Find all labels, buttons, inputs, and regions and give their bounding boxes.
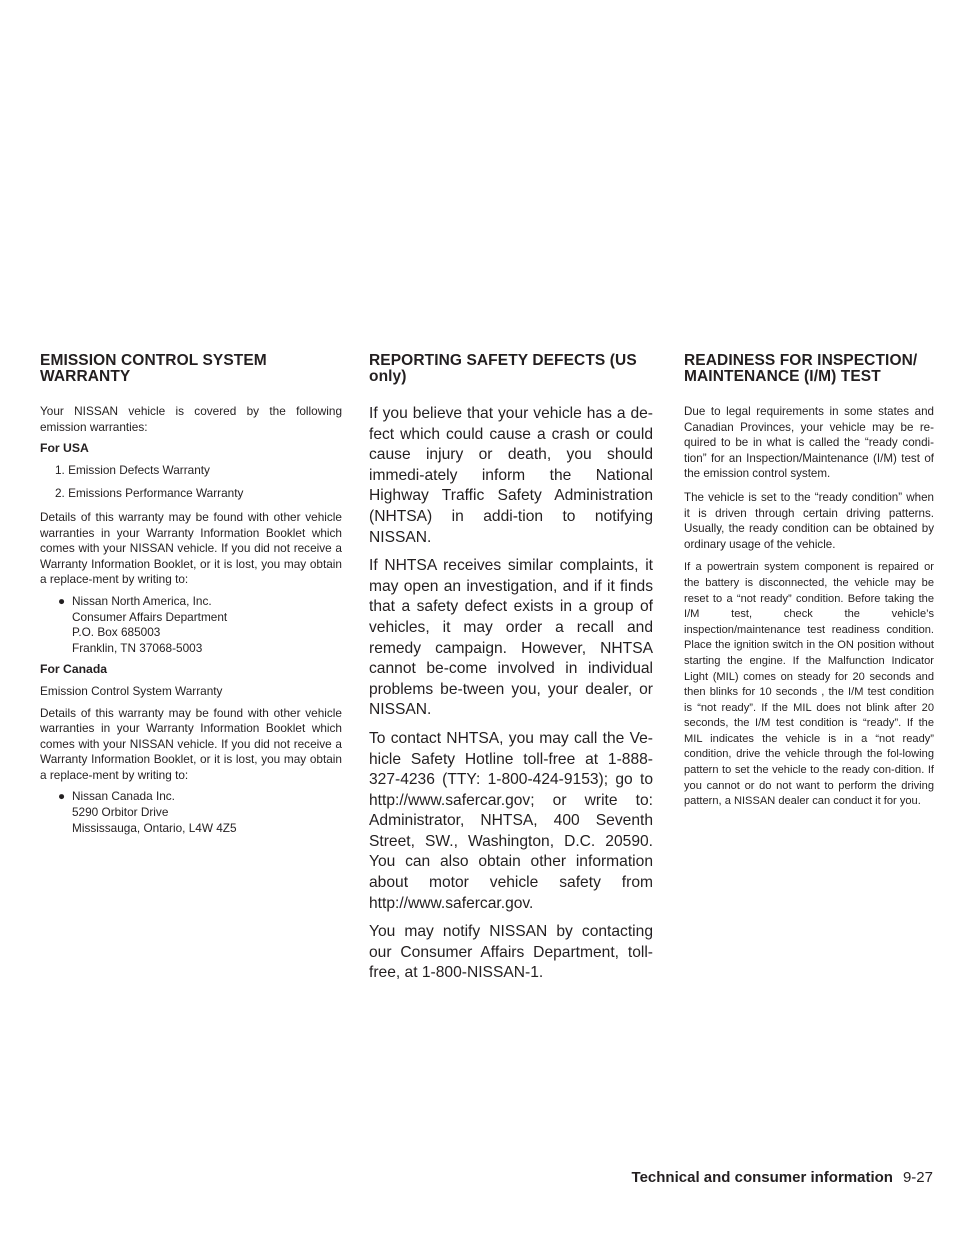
paragraph: If NHTSA receives similar complaints, it may open an investigation, and if it finds that a safety defect exists in a group of vehicles, it may order a recall and remedy campaign. However, NHTSA cannot be-come involved in individual problems be-tween you, your dealer, or NISSAN. [369, 557, 653, 719]
usa-label: For USA [40, 441, 89, 456]
canada-address-block [58, 789, 342, 836]
paragraph: The vehicle is set to the “ready condition” when it is driven through certain driving patterns. Usually, the ready condition can be obtained by ordinary usage of the vehicle. [684, 490, 934, 551]
section-heading-emission-warranty [40, 353, 342, 385]
usa-details-paragraph: Details of this warranty may be found with other vehicle warranties in your Warranty Information Booklet which comes with your NISSAN vehicle. If you did not receive a Warranty Information Booklet, or it is lost, you may obtain a replace-ment by writing to: [40, 509, 342, 587]
bullet-icon: ● [58, 789, 66, 804]
paragraph: If you believe that your vehicle has a de-fect which could cause a crash or could cause injury or death, you should immedi-ately inform the National Highway Traffic Safety Administration (NHTSA) in addi-tion to notifying NISSAN. [369, 405, 653, 546]
heading-line: only) [369, 368, 407, 385]
heading-line: MAINTENANCE (I/M) TEST [684, 368, 881, 385]
column-emission-warranty [40, 353, 342, 842]
footer-section-title: Technical and consumer information [631, 1169, 893, 1186]
bullet-icon: ● [58, 593, 66, 608]
address-line: 5290 Orbitor Drive [72, 805, 169, 820]
address-line: Nissan North America, Inc. [72, 593, 212, 608]
intro-paragraph: Your NISSAN vehicle is covered by the following emission warranties: [40, 404, 342, 434]
heading-line: READINESS FOR INSPECTION/ [684, 352, 918, 369]
canada-label: For Canada [40, 662, 108, 677]
usa-address-block [58, 594, 342, 656]
address-line: Consumer Affairs Department [72, 609, 228, 624]
address-line: P.O. Box 685003 [72, 625, 161, 640]
address-line: Mississauga, Ontario, L4W 4Z5 [72, 820, 237, 835]
address-line: Nissan Canada Inc. [72, 789, 175, 804]
column-readiness-test [684, 353, 934, 818]
section-heading-readiness-test [684, 353, 934, 385]
page-number: 9-27 [902, 1169, 933, 1186]
heading-line: WARRANTY [40, 368, 131, 385]
paragraph: If a powertrain system component is repaired or the battery is disconnected, the vehicle may be reset to a “not ready” condition. Before taking the I/M test, check the vehicle’s inspection/maintenance test readiness condition. Place the ignition switch in the ON position without starting the engine. If the Malfunction Indicator Light (MIL) comes on steady for 20 seconds and then blinks for 10 seconds , the I/M test condition is “not ready”. If the MIL does not blink after 20 seconds, the I/M test condition is “ready”. If the MIL indicates the vehicle is in a “not ready” condition, drive the vehicle through the fol-lowing pattern to set the vehicle to the ready con-dition. If you cannot or do not want to perform the driving pattern, a NISSAN dealer can conduct it for you. [684, 561, 934, 808]
heading-line: EMISSION CONTROL SYSTEM [40, 352, 267, 369]
paragraph: Due to legal requirements in some states and Canadian Provinces, your vehicle may be re-quired to be in what is called the “ready condi-tion” for an Inspection/Maintenance (I/M) test of the emission control system. [684, 405, 934, 481]
usa-warranty-list [40, 463, 342, 502]
section-heading-safety-defects [369, 353, 653, 385]
page-footer [0, 1169, 933, 1186]
heading-line: REPORTING SAFETY DEFECTS (US [369, 352, 637, 369]
paragraph: To contact NHTSA, you may call the Ve-hicle Safety Hotline toll-free at 1-888-327-4236 (TTY: 1-800-424-9153); go to http://www.safercar.gov; or write to: Administrator, NHTSA, 400 Seventh Street, SW., Washington, D.C. 20590. You can also obtain other information about motor vehicle safety from http://www.safercar.gov. [369, 729, 653, 912]
list-item: 2. Emissions Performance Warranty [55, 486, 244, 501]
canada-details-paragraph: Details of this warranty may be found with other vehicle warranties in your Warranty Information Booklet which comes with your NISSAN vehicle. If you did not receive a Warranty Information Booklet, or it is lost, you may obtain a replace-ment by writing to: [40, 705, 342, 782]
paragraph: You may notify NISSAN by contacting our Consumer Affairs Department, toll-free, at 1-800-NISSAN-1. [369, 923, 653, 982]
canada-warranty-item: Emission Control System Warranty [40, 683, 223, 698]
list-item: 1. Emission Defects Warranty [55, 462, 210, 477]
column-safety-defects [369, 353, 653, 992]
address-line: Franklin, TN 37068-5003 [72, 640, 203, 655]
